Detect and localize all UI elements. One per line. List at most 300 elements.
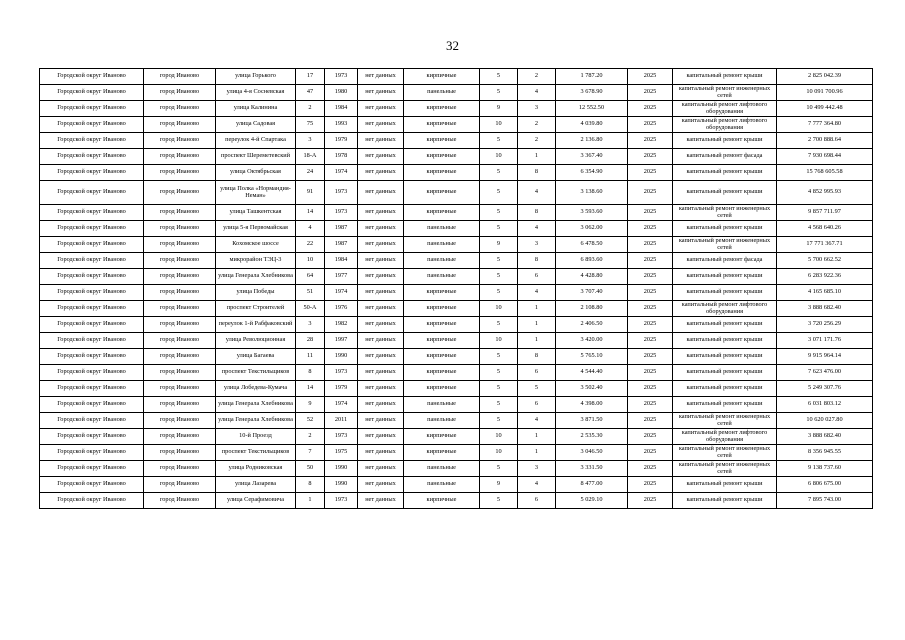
cell-cost: 7 895 743.00 [777,493,873,509]
cell-house-number: 22 [296,237,325,253]
cell-wall-material: панельные [404,85,480,101]
cell-floors: 5 [480,205,518,221]
cell-house-number: 50 [296,461,325,477]
cell-cost: 3 071 171.76 [777,333,873,349]
cell-plan-year: 2025 [628,205,673,221]
cell-plan-year: 2025 [628,237,673,253]
cell-street: улица Полка «Нормандия-Неман» [216,181,296,205]
cell-house-number: 47 [296,85,325,101]
cell-floors: 5 [480,269,518,285]
cell-area: 4 544.40 [556,365,628,381]
cell-wall-material: кирпичные [404,349,480,365]
cell-build-year: 1990 [325,477,358,493]
table-row [40,205,873,221]
cell-street: улица Лазарева [216,477,296,493]
cell-build-year: 1990 [325,461,358,477]
cell-municipality: Городской округ Иваново [40,69,144,85]
cell-plan-year: 2025 [628,365,673,381]
cell-wall-material: кирпичные [404,149,480,165]
cell-municipality: Городской округ Иваново [40,149,144,165]
cell-entrances: 2 [518,133,556,149]
cell-plan-year: 2025 [628,397,673,413]
cell-house-number: 8 [296,477,325,493]
cell-municipality: Городской округ Иваново [40,301,144,317]
cell-street: улица Революционная [216,333,296,349]
cell-area: 8 477.00 [556,477,628,493]
cell-house-number: 91 [296,181,325,205]
cell-area: 5 029.10 [556,493,628,509]
cell-work-type: капитальный ремонт крыши [673,165,777,181]
cell-work-type: капитальный ремонт крыши [673,349,777,365]
cell-municipality: Городской округ Иваново [40,181,144,205]
cell-municipality: Городской округ Иваново [40,445,144,461]
cell-street: переулок 1-й Рабфаковский [216,317,296,333]
cell-build-year: 1993 [325,117,358,133]
cell-house-number: 52 [296,413,325,429]
cell-entrances: 1 [518,301,556,317]
cell-last-repair: нет данных [358,333,404,349]
cell-area: 6 354.90 [556,165,628,181]
cell-street: улица Калинина [216,101,296,117]
cell-work-type: капитальный ремонт инженерных сетей [673,85,777,101]
cell-wall-material: панельные [404,253,480,269]
cell-street: улица Октябрьская [216,165,296,181]
cell-plan-year: 2025 [628,221,673,237]
cell-plan-year: 2025 [628,285,673,301]
cell-area: 3 367.40 [556,149,628,165]
cell-work-type: капитальный ремонт лифтового оборудования [673,117,777,133]
cell-work-type: капитальный ремонт инженерных сетей [673,237,777,253]
cell-cost: 6 031 803.12 [777,397,873,413]
cell-floors: 9 [480,477,518,493]
cell-last-repair: нет данных [358,349,404,365]
cell-settlement: город Иваново [144,365,216,381]
cell-build-year: 1978 [325,149,358,165]
cell-build-year: 1975 [325,445,358,461]
cell-last-repair: нет данных [358,85,404,101]
cell-house-number: 2 [296,429,325,445]
cell-cost: 6 283 922.36 [777,269,873,285]
cell-house-number: 50-А [296,301,325,317]
table-row [40,413,873,429]
cell-municipality: Городской округ Иваново [40,205,144,221]
cell-build-year: 1976 [325,301,358,317]
cell-cost: 9 915 964.14 [777,349,873,365]
cell-entrances: 6 [518,365,556,381]
cell-house-number: 11 [296,349,325,365]
cell-plan-year: 2025 [628,301,673,317]
cell-floors: 10 [480,333,518,349]
cell-area: 5 765.10 [556,349,628,365]
cell-plan-year: 2025 [628,333,673,349]
cell-entrances: 1 [518,149,556,165]
cell-wall-material: кирпичные [404,381,480,397]
cell-entrances: 6 [518,493,556,509]
table-row [40,285,873,301]
cell-house-number: 7 [296,445,325,461]
cell-floors: 5 [480,165,518,181]
cell-municipality: Городской округ Иваново [40,317,144,333]
cell-entrances: 1 [518,429,556,445]
cell-settlement: город Иваново [144,301,216,317]
cell-municipality: Городской округ Иваново [40,461,144,477]
cell-house-number: 75 [296,117,325,133]
table-row [40,269,873,285]
cell-settlement: город Иваново [144,349,216,365]
cell-floors: 10 [480,301,518,317]
cell-area: 3 138.60 [556,181,628,205]
cell-house-number: 2 [296,101,325,117]
cell-plan-year: 2025 [628,69,673,85]
cell-wall-material: кирпичные [404,101,480,117]
cell-area: 3 502.40 [556,381,628,397]
cell-settlement: город Иваново [144,205,216,221]
cell-cost: 3 888 682.40 [777,301,873,317]
cell-build-year: 1974 [325,165,358,181]
cell-municipality: Городской округ Иваново [40,493,144,509]
cell-last-repair: нет данных [358,493,404,509]
cell-plan-year: 2025 [628,381,673,397]
cell-build-year: 1984 [325,253,358,269]
cell-settlement: город Иваново [144,101,216,117]
cell-build-year: 1973 [325,181,358,205]
cell-area: 3 420.00 [556,333,628,349]
cell-cost: 5 249 307.76 [777,381,873,397]
cell-build-year: 1984 [325,101,358,117]
cell-street: улица Ташкентская [216,205,296,221]
cell-entrances: 4 [518,285,556,301]
cell-last-repair: нет данных [358,445,404,461]
cell-area: 2 406.50 [556,317,628,333]
cell-entrances: 1 [518,333,556,349]
cell-area: 1 787.20 [556,69,628,85]
cell-cost: 4 568 640.26 [777,221,873,237]
cell-floors: 9 [480,237,518,253]
cell-area: 4 398.00 [556,397,628,413]
cell-last-repair: нет данных [358,69,404,85]
cell-settlement: город Иваново [144,381,216,397]
cell-last-repair: нет данных [358,149,404,165]
cell-wall-material: панельные [404,269,480,285]
cell-work-type: капитальный ремонт фасада [673,149,777,165]
cell-floors: 5 [480,285,518,301]
cell-municipality: Городской округ Иваново [40,333,144,349]
cell-work-type: капитальный ремонт крыши [673,285,777,301]
cell-house-number: 4 [296,221,325,237]
cell-last-repair: нет данных [358,429,404,445]
cell-settlement: город Иваново [144,333,216,349]
cell-entrances: 4 [518,477,556,493]
cell-floors: 5 [480,381,518,397]
cell-municipality: Городской округ Иваново [40,269,144,285]
cell-street: улица Победы [216,285,296,301]
cell-house-number: 18-А [296,149,325,165]
cell-work-type: капитальный ремонт лифтового оборудования [673,301,777,317]
cell-area: 2 535.30 [556,429,628,445]
cell-wall-material: кирпичные [404,165,480,181]
cell-entrances: 8 [518,165,556,181]
cell-wall-material: кирпичные [404,205,480,221]
cell-wall-material: кирпичные [404,317,480,333]
cell-work-type: капитальный ремонт крыши [673,317,777,333]
cell-municipality: Городской округ Иваново [40,285,144,301]
cell-plan-year: 2025 [628,165,673,181]
cell-floors: 5 [480,397,518,413]
cell-settlement: город Иваново [144,221,216,237]
cell-plan-year: 2025 [628,181,673,205]
table-row [40,397,873,413]
cell-plan-year: 2025 [628,445,673,461]
cell-cost: 9 857 711.97 [777,205,873,221]
cell-floors: 9 [480,101,518,117]
cell-cost: 15 768 605.58 [777,165,873,181]
table-row [40,85,873,101]
cell-floors: 10 [480,445,518,461]
cell-entrances: 4 [518,413,556,429]
cell-street: проспект Текстильщиков [216,365,296,381]
cell-plan-year: 2025 [628,493,673,509]
table-row [40,349,873,365]
table-row [40,461,873,477]
cell-settlement: город Иваново [144,133,216,149]
cell-settlement: город Иваново [144,429,216,445]
cell-last-repair: нет данных [358,365,404,381]
cell-build-year: 1973 [325,429,358,445]
cell-entrances: 2 [518,117,556,133]
cell-build-year: 1987 [325,237,358,253]
cell-wall-material: кирпичные [404,493,480,509]
cell-last-repair: нет данных [358,317,404,333]
cell-entrances: 4 [518,181,556,205]
cell-municipality: Городской округ Иваново [40,101,144,117]
cell-entrances: 3 [518,101,556,117]
cell-area: 3 062.00 [556,221,628,237]
cell-build-year: 1977 [325,269,358,285]
cell-last-repair: нет данных [358,101,404,117]
cell-wall-material: кирпичные [404,285,480,301]
cell-plan-year: 2025 [628,101,673,117]
page-number: 32 [446,38,459,53]
cell-house-number: 1 [296,493,325,509]
cell-municipality: Городской округ Иваново [40,133,144,149]
cell-entrances: 1 [518,317,556,333]
cell-house-number: 3 [296,317,325,333]
table-row [40,317,873,333]
cell-last-repair: нет данных [358,237,404,253]
cell-area: 3 707.40 [556,285,628,301]
table-row [40,221,873,237]
cell-entrances: 8 [518,253,556,269]
cell-last-repair: нет данных [358,181,404,205]
cell-municipality: Городской округ Иваново [40,165,144,181]
cell-settlement: город Иваново [144,317,216,333]
cell-entrances: 6 [518,269,556,285]
cell-floors: 5 [480,181,518,205]
cell-area: 4 428.80 [556,269,628,285]
cell-work-type: капитальный ремонт крыши [673,381,777,397]
cell-last-repair: нет данных [358,205,404,221]
cell-entrances: 3 [518,461,556,477]
cell-floors: 5 [480,253,518,269]
table-row [40,149,873,165]
cell-wall-material: кирпичные [404,445,480,461]
cell-house-number: 14 [296,381,325,397]
table-row [40,365,873,381]
cell-street: улица Генерала Хлебникова [216,269,296,285]
table-row [40,477,873,493]
cell-plan-year: 2025 [628,429,673,445]
cell-plan-year: 2025 [628,253,673,269]
cell-wall-material: кирпичные [404,181,480,205]
cell-settlement: город Иваново [144,237,216,253]
cell-cost: 10 091 700.96 [777,85,873,101]
cell-work-type: капитальный ремонт крыши [673,365,777,381]
cell-house-number: 3 [296,133,325,149]
cell-settlement: город Иваново [144,269,216,285]
cell-settlement: город Иваново [144,85,216,101]
cell-floors: 5 [480,133,518,149]
cell-work-type: капитальный ремонт крыши [673,397,777,413]
cell-municipality: Городской округ Иваново [40,117,144,133]
cell-work-type: капитальный ремонт инженерных сетей [673,205,777,221]
cell-wall-material: панельные [404,461,480,477]
cell-floors: 5 [480,317,518,333]
cell-plan-year: 2025 [628,85,673,101]
cell-municipality: Городской округ Иваново [40,381,144,397]
cell-plan-year: 2025 [628,349,673,365]
cell-settlement: город Иваново [144,413,216,429]
cell-plan-year: 2025 [628,413,673,429]
cell-last-repair: нет данных [358,117,404,133]
cell-area: 6 893.60 [556,253,628,269]
cell-plan-year: 2025 [628,317,673,333]
cell-entrances: 8 [518,349,556,365]
cell-cost: 17 771 367.71 [777,237,873,253]
housing-repair-table [39,68,873,509]
cell-settlement: город Иваново [144,285,216,301]
table-row [40,133,873,149]
cell-area: 2 108.80 [556,301,628,317]
cell-house-number: 28 [296,333,325,349]
cell-wall-material: кирпичные [404,333,480,349]
cell-cost: 2 825 042.39 [777,69,873,85]
cell-settlement: город Иваново [144,165,216,181]
cell-cost: 4 852 995.93 [777,181,873,205]
cell-last-repair: нет данных [358,269,404,285]
cell-cost: 5 700 662.52 [777,253,873,269]
cell-area: 3 871.50 [556,413,628,429]
cell-wall-material: кирпичные [404,365,480,381]
cell-street: улица Горького [216,69,296,85]
cell-house-number: 24 [296,165,325,181]
cell-work-type: капитальный ремонт инженерных сетей [673,445,777,461]
cell-work-type: капитальный ремонт крыши [673,269,777,285]
cell-floors: 5 [480,461,518,477]
cell-street: улица 5-я Первомайская [216,221,296,237]
cell-settlement: город Иваново [144,477,216,493]
cell-build-year: 1980 [325,85,358,101]
cell-area: 3 593.60 [556,205,628,221]
table-row [40,101,873,117]
cell-area: 3 046.50 [556,445,628,461]
cell-street: улица Садовая [216,117,296,133]
cell-last-repair: нет данных [358,253,404,269]
cell-municipality: Городской округ Иваново [40,221,144,237]
cell-last-repair: нет данных [358,133,404,149]
cell-build-year: 1979 [325,381,358,397]
cell-work-type: капитальный ремонт крыши [673,69,777,85]
cell-cost: 7 777 364.80 [777,117,873,133]
table-row [40,117,873,133]
cell-build-year: 1973 [325,69,358,85]
cell-area: 2 136.80 [556,133,628,149]
cell-street: улица Родниковская [216,461,296,477]
cell-cost: 3 888 682.40 [777,429,873,445]
cell-cost: 6 806 675.00 [777,477,873,493]
cell-street: Кохомское шоссе [216,237,296,253]
cell-floors: 5 [480,365,518,381]
cell-build-year: 1990 [325,349,358,365]
cell-last-repair: нет данных [358,461,404,477]
cell-municipality: Городской округ Иваново [40,413,144,429]
cell-floors: 5 [480,413,518,429]
cell-cost: 7 930 698.44 [777,149,873,165]
cell-build-year: 1973 [325,493,358,509]
cell-floors: 10 [480,149,518,165]
table-row [40,237,873,253]
cell-municipality: Городской округ Иваново [40,253,144,269]
cell-wall-material: кирпичные [404,301,480,317]
cell-street: проспект Строителей [216,301,296,317]
cell-house-number: 64 [296,269,325,285]
cell-work-type: капитальный ремонт крыши [673,221,777,237]
cell-settlement: город Иваново [144,493,216,509]
cell-street: улица 4-я Сосневская [216,85,296,101]
cell-wall-material: кирпичные [404,69,480,85]
cell-work-type: капитальный ремонт крыши [673,493,777,509]
cell-municipality: Городской округ Иваново [40,349,144,365]
cell-build-year: 1974 [325,397,358,413]
cell-floors: 5 [480,69,518,85]
cell-work-type: капитальный ремонт крыши [673,477,777,493]
cell-street: проспект Текстильщиков [216,445,296,461]
cell-last-repair: нет данных [358,413,404,429]
cell-entrances: 4 [518,221,556,237]
cell-cost: 10 499 442.48 [777,101,873,117]
cell-wall-material: кирпичные [404,133,480,149]
cell-area: 3 331.50 [556,461,628,477]
cell-area: 6 478.50 [556,237,628,253]
cell-floors: 5 [480,349,518,365]
cell-settlement: город Иваново [144,445,216,461]
cell-street: микрорайон ТЭЦ-3 [216,253,296,269]
cell-cost: 9 138 737.60 [777,461,873,477]
cell-build-year: 1979 [325,133,358,149]
cell-settlement: город Иваново [144,461,216,477]
table-body [40,69,873,509]
cell-work-type: капитальный ремонт крыши [673,181,777,205]
cell-work-type: капитальный ремонт инженерных сетей [673,413,777,429]
cell-entrances: 4 [518,85,556,101]
cell-wall-material: панельные [404,413,480,429]
cell-street: улица Багаева [216,349,296,365]
cell-entrances: 1 [518,445,556,461]
cell-plan-year: 2025 [628,133,673,149]
cell-municipality: Городской округ Иваново [40,365,144,381]
cell-cost: 3 720 256.29 [777,317,873,333]
cell-entrances: 2 [518,69,556,85]
cell-entrances: 8 [518,205,556,221]
